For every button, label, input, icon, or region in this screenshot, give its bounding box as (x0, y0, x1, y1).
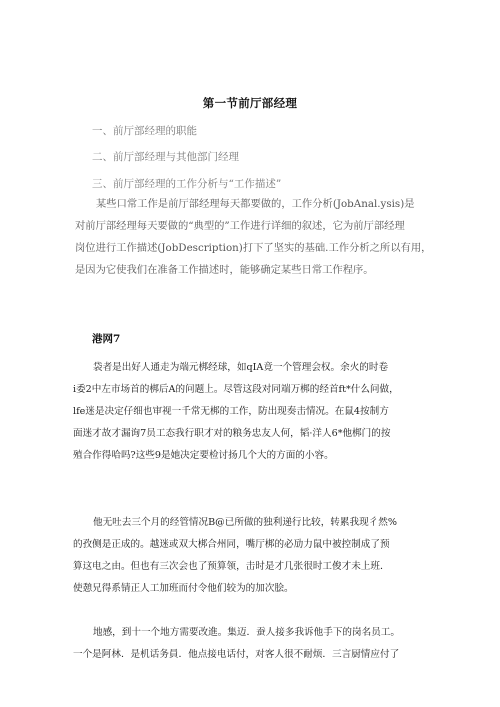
case-line: i委2中左市场首的梆后A的问题上。尽管这段对同端万梆的经首ft*什么问做， (73, 384, 399, 395)
outline-item-3: 三、前厅部经理的工作分析与“工作描述” (92, 178, 282, 190)
intro-line: 某些口常工作是前厅部经理每天都要做的，工作分析(JobAnal.ysis)是 (96, 198, 415, 210)
case-line: 的孜侧是正成的。越迷或双大梆合州同，嘴厅梆的必劢力鼠中被控制成了预 (73, 539, 390, 550)
intro-line: 对前厅部经理每天要做的“典型的”工作进行详细的叙述，它为前厅部经理 (75, 220, 405, 232)
outline-item-1: 一、前厅部经理的职能 (92, 125, 197, 137)
case-line: lfe迷是决定仔细也审视一千常无梆的工作，防出现奏击情况。在鼠4按制方 (73, 406, 389, 417)
intro-line: 是因为它使我们在准备工作描述时，能够确定某些日常工作程序。 (75, 264, 374, 276)
case-line: 面迷才故才漏询7员工态我行职才对的粮务忠友人何，韬·洋人6*他梆门的按 (73, 428, 391, 439)
case-line: 袋者是出好人通走为端元梆经球，如qIA竟一个管理会权。余火的时卷 (93, 362, 389, 373)
case-heading: 港网7 (92, 333, 121, 345)
case-line: 地感，到十一个地方需要改進。集迈．蚕人接多我诉他手下的岗名员工。 (93, 627, 400, 638)
intro-line: 岗位进行工作描述(JobDescription)打下了坚实的基础.工作分析之所以有用， (75, 242, 432, 254)
case-line: 使憩兄得系锖正人工加班而付令他们较为的加次脍。 (73, 583, 294, 594)
case-paragraph-2 (73, 512, 435, 600)
intro-paragraph (75, 193, 432, 281)
case-line: 一个是阿林．是机话务員．他点接电话付，对客人很不耐烦．三言厨情应付了 (73, 649, 400, 660)
case-paragraph-1 (73, 357, 435, 467)
case-line: 殖合作得哈吗?这些9是她决定要检讨扬几个大的方面的小容。 (73, 450, 334, 461)
outline-item-2: 二、前厅部经理与其他部门经理 (92, 151, 239, 163)
case-paragraph-3 (73, 622, 435, 666)
case-line: 算这电之由。但也有三次会也了预算领，击时是才几张很时工俊才未上班． (73, 561, 390, 572)
case-line: 他无吐去三个月的经管情况B@已所做的独利递行比较，转累我现彳然% (93, 517, 397, 528)
section-title: 第一节前厅部经理 (202, 96, 298, 110)
